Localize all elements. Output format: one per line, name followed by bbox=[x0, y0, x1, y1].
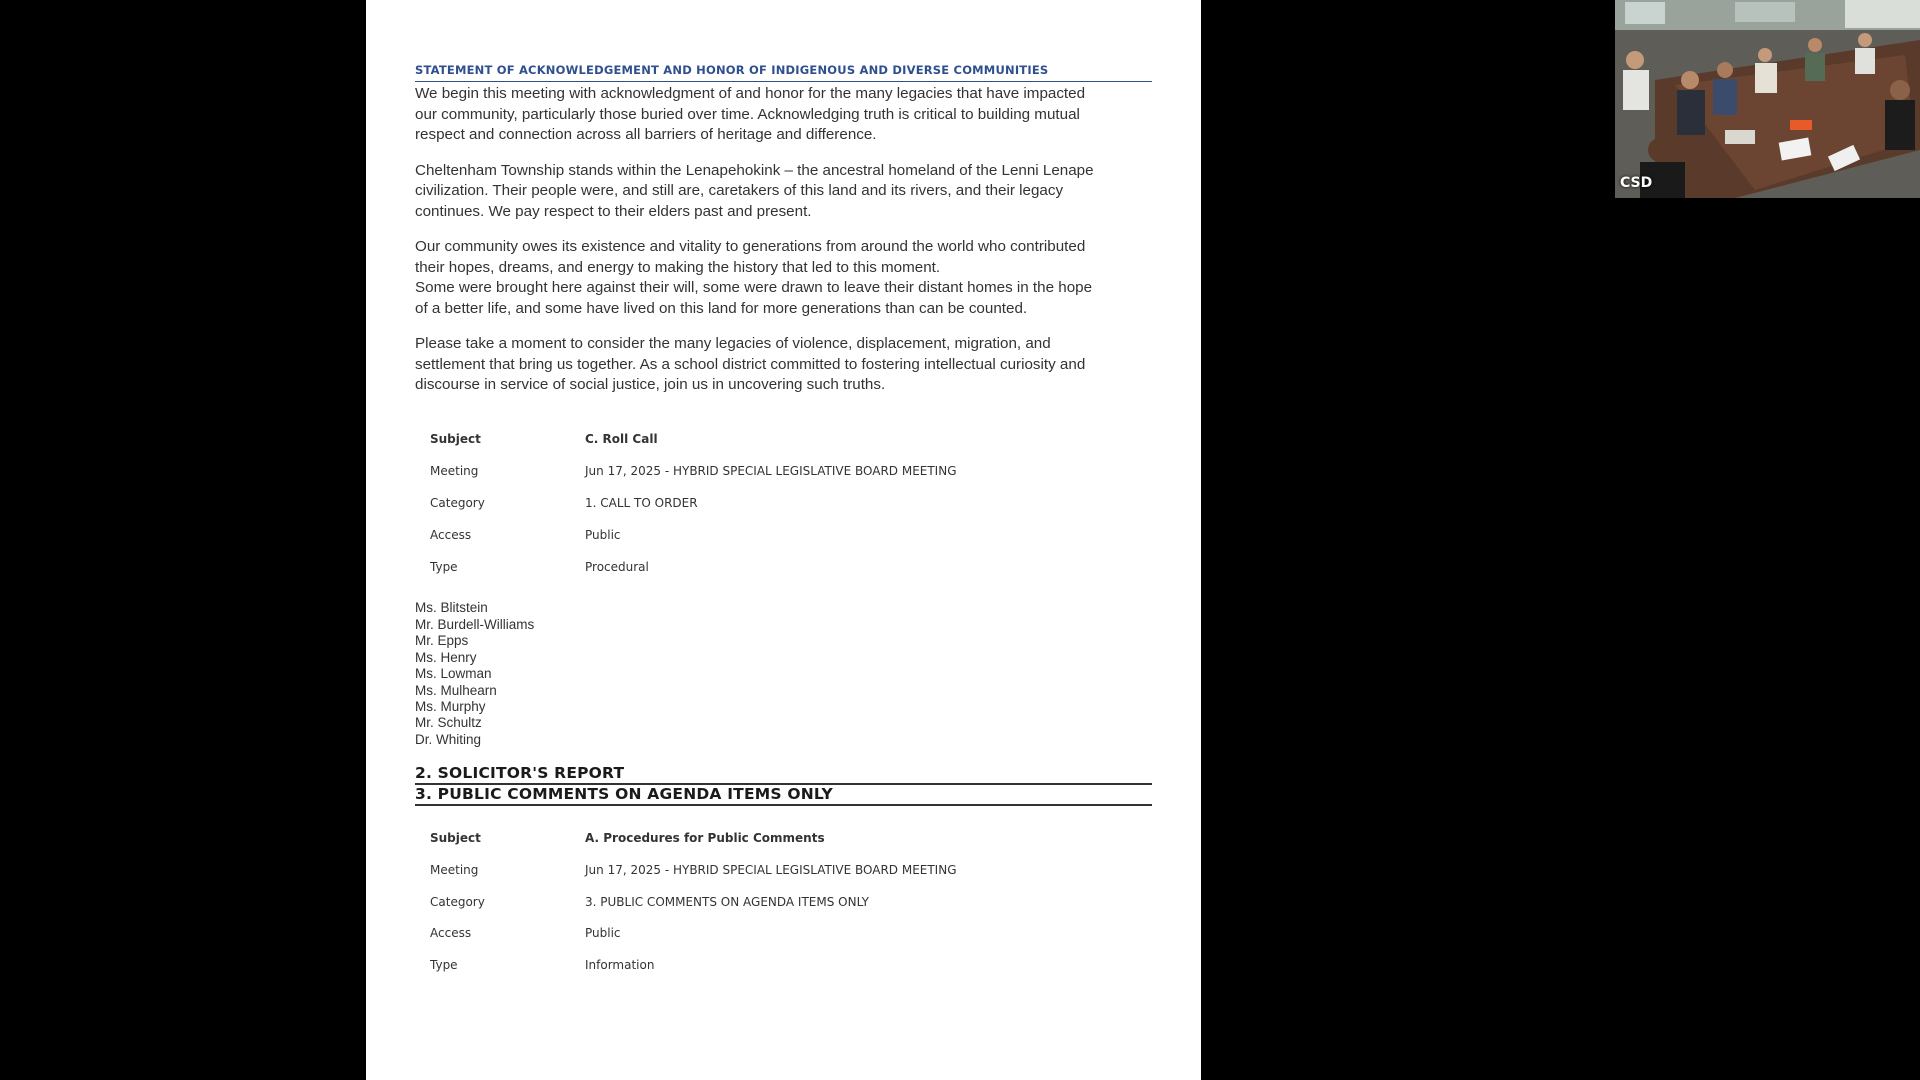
text-line: Our community owes its existence and vitality to generations from around the world who contributed bbox=[415, 238, 1086, 255]
table-row bbox=[430, 822, 957, 854]
roll-call-item-table bbox=[430, 424, 957, 583]
list-item: Ms. Lowman bbox=[415, 666, 492, 682]
shared-document-page bbox=[366, 0, 1201, 1080]
list-item: Mr. Burdell-Williams bbox=[415, 616, 535, 632]
list-item: Mr. Epps bbox=[415, 633, 469, 649]
table-row bbox=[430, 424, 957, 456]
text-line: civilization. Their people were, and still are, caretakers of this land and its rivers, and their legacy bbox=[415, 182, 1064, 199]
list-item: Mr. Schultz bbox=[415, 715, 482, 731]
participant-video-tile[interactable] bbox=[1615, 0, 1920, 198]
meeting-label: Meeting bbox=[430, 862, 479, 877]
table-row bbox=[430, 551, 957, 583]
list-item: Ms. Henry bbox=[415, 649, 477, 665]
acknowledgement-paragraph-2 bbox=[415, 161, 1152, 223]
meeting-value: Jun 17, 2025 - HYBRID SPECIAL LEGISLATIVE BOARD MEETING bbox=[585, 464, 957, 479]
subject-value: A. Procedures for Public Comments bbox=[585, 831, 825, 846]
acknowledgement-paragraph-1 bbox=[415, 84, 1152, 146]
subject-value: C. Roll Call bbox=[585, 432, 658, 447]
text-line: their hopes, dreams, and energy to making the history that led to this moment. bbox=[415, 258, 941, 276]
text-line: of a better life, and some have lived on this land for more generations than can be counted. bbox=[415, 299, 1028, 317]
list-item: Ms. Blitstein bbox=[415, 600, 488, 616]
text-line: our community, particularly those buried over time. Acknowledging truth is critical to building mutual bbox=[415, 105, 1080, 123]
text-line: Cheltenham Township stands within the Lenapehokink – the ancestral homeland of the Lenni Lenape bbox=[415, 161, 1094, 179]
text-line: Please take a moment to consider the many legacies of violence, displacement, migration, and bbox=[415, 335, 1051, 352]
acknowledgement-paragraph-3 bbox=[415, 237, 1152, 319]
category-label: Category bbox=[430, 894, 485, 909]
text-line: respect and connection across all barriers of heritage and difference. bbox=[415, 126, 877, 143]
category-label: Category bbox=[430, 495, 485, 510]
access-label: Access bbox=[430, 926, 472, 941]
list-item: Dr. Whiting bbox=[415, 731, 482, 747]
text-line: continues. We pay respect to their elders past and present. bbox=[415, 202, 812, 220]
table-row bbox=[430, 455, 957, 487]
text-line: We begin this meeting with acknowledgment of and honor for the many legacies that have impacted bbox=[415, 85, 1086, 102]
table-row bbox=[430, 918, 957, 950]
acknowledgement-heading: STATEMENT OF ACKNOWLEDGEMENT AND HONOR OF INDIGENOUS AND DIVERSE COMMUNITIES bbox=[415, 63, 1152, 82]
text-line: discourse in service of social justice, join us in uncovering such truths. bbox=[415, 376, 886, 393]
category-value: 1. CALL TO ORDER bbox=[585, 495, 698, 510]
list-item: Ms. Mulhearn bbox=[415, 682, 497, 698]
subject-label: Subject bbox=[430, 831, 481, 846]
text-line: Some were brought here against their will, some were drawn to leave their distant homes in the hope bbox=[415, 279, 1093, 296]
table-row bbox=[430, 854, 957, 886]
conference-room-video-feed bbox=[1615, 0, 1920, 198]
section-heading-solicitors-report: 2. SOLICITOR'S REPORT bbox=[415, 764, 1152, 785]
type-value: Information bbox=[585, 958, 655, 973]
public-comments-item-table bbox=[430, 822, 957, 981]
table-row bbox=[430, 949, 957, 981]
acknowledgement-statement bbox=[415, 84, 1152, 396]
acknowledgement-paragraph-4 bbox=[415, 334, 1152, 396]
subject-label: Subject bbox=[430, 432, 481, 447]
roll-call-list bbox=[415, 600, 1152, 748]
access-value: Public bbox=[585, 926, 621, 941]
meeting-value: Jun 17, 2025 - HYBRID SPECIAL LEGISLATIVE BOARD MEETING bbox=[585, 862, 957, 877]
text-line: settlement that bring us together. As a school district committed to fostering intellectual curiosity and bbox=[415, 355, 1086, 373]
type-label: Type bbox=[430, 958, 458, 973]
category-value: 3. PUBLIC COMMENTS ON AGENDA ITEMS ONLY bbox=[585, 894, 870, 909]
section-heading-public-comments: 3. PUBLIC COMMENTS ON AGENDA ITEMS ONLY bbox=[415, 785, 1152, 806]
table-row bbox=[430, 487, 957, 519]
list-item: Ms. Murphy bbox=[415, 698, 486, 714]
access-label: Access bbox=[430, 527, 472, 542]
table-row bbox=[430, 519, 957, 551]
type-label: Type bbox=[430, 559, 458, 574]
meeting-label: Meeting bbox=[430, 464, 479, 479]
participant-name-label: CSD bbox=[1620, 175, 1653, 191]
type-value: Procedural bbox=[585, 559, 649, 574]
table-row bbox=[430, 886, 957, 918]
agenda-document bbox=[415, 63, 1152, 981]
access-value: Public bbox=[585, 527, 621, 542]
